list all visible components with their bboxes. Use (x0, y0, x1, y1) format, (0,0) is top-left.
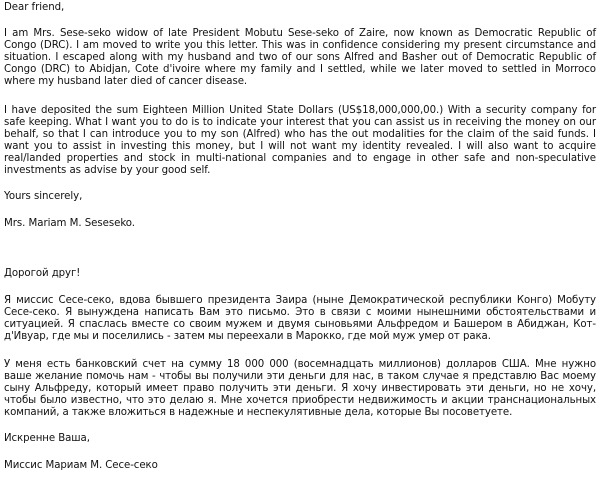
english-paragraph-2: I have deposited the sum Eighteen Million United State Dollars (US$18,000,000,00.) With a security company for safe keeping. What I want you to do is to indicate your interest that you can assist us in receiving the money on our behalf, so that I can introduce you to my son (Alfred) who has the out modalities for the claim of the said funds. I want you to assist in investing this money, but I will not want my identity revealed. I will also want to acquire real/landed properties and stock in multi-national companies and to engage in other safe and non-speculative investments as advise by your good self. (4, 105, 596, 176)
russian-greeting: Дорогой друг! (4, 268, 81, 279)
russian-paragraph-1: Я миссис Сесе-секо, вдова бывшего президента Заира (ныне Демократической республики Конго) Мобуту Сесе-секо. Я вынуждена написать Вам это письмо. Это в связи с моими нынешними обстоятельствами и ситуацией. Я спаслась вместе со своим мужем и двумя сыновьями Альфредом и Башером в Абиджан, Кот-д'Ивуар, где мы и поселились - затем мы переехали в Марокко, где мой муж умер от рака. (4, 295, 596, 342)
english-signature: Mrs. Mariam M. Seseseko. (4, 218, 135, 229)
russian-signature: Миссис Мариам М. Сесе-секо (4, 460, 158, 471)
russian-closing: Искренне Ваша, (4, 433, 90, 444)
russian-paragraph-2: У меня есть банковский счет на сумму 18 000 000 (восемнадцать миллионов) долларов США. Мне нужно ваше желание помочь нам - чтобы вы получили эти деньги для нас, в таком случае я представлю Вас моему сыну Альфреду, который имеет право получить эти деньги. Я хочу инвестировать эти деньги, но не хочу, чтобы было известно, что это делаю я. Мне хочется приобрести недвижимость и акции транснациональных компаний, а также вложиться в надежные и неспекулятивные дела, которые Вы посоветуете. (4, 359, 596, 418)
english-paragraph-1: I am Mrs. Sese-seko widow of late President Mobutu Sese-seko of Zaire, now known as Democratic Republic of Congo (DRC). I am moved to write you this letter. This was in confidence considering my present circumstance and situation. I escaped along with my husband and two of our sons Alfred and Basher out of Democratic Republic of Congo (DRC) to Abidjan, Cote d'ivoire where my family and I settled, while we later moved to settled in Morroco where my husband later died of cancer disease. (4, 28, 596, 87)
english-greeting: Dear friend, (4, 2, 65, 13)
english-closing: Yours sincerely, (4, 191, 83, 202)
letter-document (4, 2, 596, 472)
